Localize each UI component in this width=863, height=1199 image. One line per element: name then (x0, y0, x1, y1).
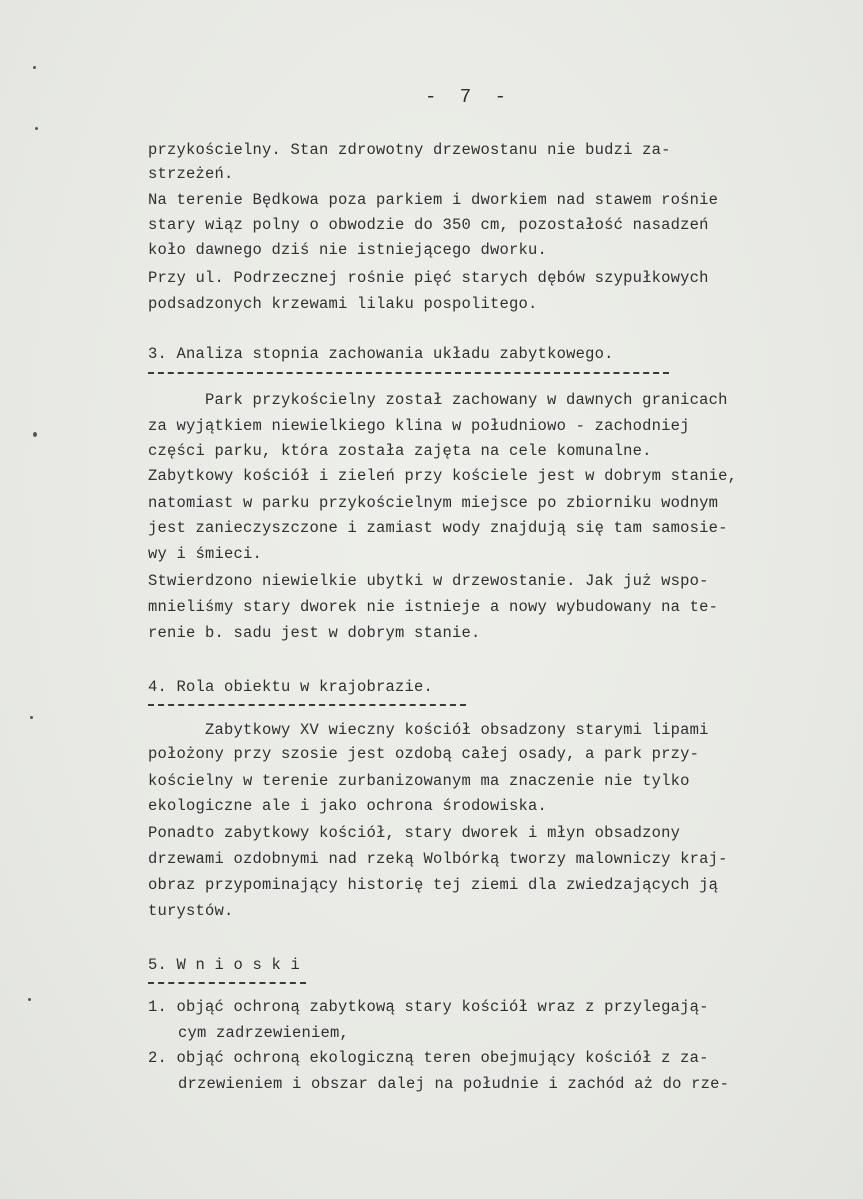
text-line: renie b. sadu jest w dobrym stanie. (148, 624, 481, 642)
section-heading: 5. W n i o s k i (148, 956, 301, 974)
text-line: części parku, która została zajęta na cele komunalne. (148, 442, 652, 460)
section-heading: 3. Analiza stopnia zachowania układu zabytkowego. (148, 345, 614, 363)
page-number: - 7 - (425, 86, 513, 108)
text-line: Park przykościelny został zachowany w dawnych granicach (205, 391, 728, 409)
text-line: strzeżeń. (148, 165, 234, 183)
text-line: obraz przypominający historię tej ziemi dla zwiedzających ją (148, 876, 719, 894)
heading-underline (148, 982, 306, 984)
text-line: Ponadto zabytkowy kościół, stary dworek i młyn obsadzony (148, 824, 681, 842)
text-line: Zabytkowy XV wieczny kościół obsadzony starymi lipami (205, 721, 709, 739)
text-line: za wyjątkiem niewielkiego klina w południowo - zachodniej (148, 417, 690, 435)
text-line: jest zanieczyszczone i zamiast wody znajdują się tam samosie- (148, 519, 728, 537)
scan-speck (35, 127, 38, 130)
list-item-continuation: drzewieniem i obszar dalej na południe i zachód aż do rze- (178, 1075, 730, 1093)
section-heading: 4. Rola obiektu w krajobrazie. (148, 678, 434, 696)
text-line: wy i śmieci. (148, 545, 263, 563)
list-item: 1. objąć ochroną zabytkową stary kościół wraz z przylegają- (148, 998, 709, 1016)
scan-speck (33, 432, 37, 437)
scan-speck (30, 716, 33, 719)
text-line: Stwierdzono niewielkie ubytki w drzewostanie. Jak już wspo- (148, 572, 709, 590)
scan-speck (28, 998, 31, 1001)
text-line: turystów. (148, 902, 234, 920)
text-line: podsadzonych krzewami lilaku pospolitego. (148, 295, 538, 313)
text-line: ekologiczne ale i jako ochrona środowiska. (148, 797, 548, 815)
heading-underline (148, 704, 466, 706)
text-line: stary wiąz polny o obwodzie do 350 cm, pozostałość nasadzeń (148, 216, 709, 234)
list-item: 2. objąć ochroną ekologiczną teren obejmujący kościół z za- (148, 1049, 709, 1067)
text-line: mnieliśmy stary dworek nie istnieje a nowy wybudowany na te- (148, 598, 719, 616)
scan-speck (33, 66, 36, 69)
text-line: Przy ul. Podrzecznej rośnie pięć starych dębów szypułkowych (148, 269, 709, 287)
text-line: drzewami ozdobnymi nad rzeką Wolbórką tworzy malowniczy kraj- (148, 850, 728, 868)
text-line: koło dawnego dziś nie istniejącego dworku. (148, 241, 548, 259)
text-line: przykościelny. Stan zdrowotny drzewostanu nie budzi za- (148, 141, 671, 159)
heading-underline (148, 372, 669, 374)
text-line: położony przy szosie jest ozdobą całej osady, a park przy- (148, 745, 700, 763)
text-line: natomiast w parku przykościelnym miejsce po zbiorniku wodnym (148, 494, 719, 512)
text-line: Zabytkowy kościół i zieleń przy kościele jest w dobrym stanie, (148, 467, 738, 485)
text-line: kościelny w terenie zurbanizowanym ma znaczenie nie tylko (148, 772, 690, 790)
text-line: Na terenie Będkowa poza parkiem i dworkiem nad stawem rośnie (148, 191, 719, 209)
list-item-continuation: cym zadrzewieniem, (178, 1024, 350, 1042)
